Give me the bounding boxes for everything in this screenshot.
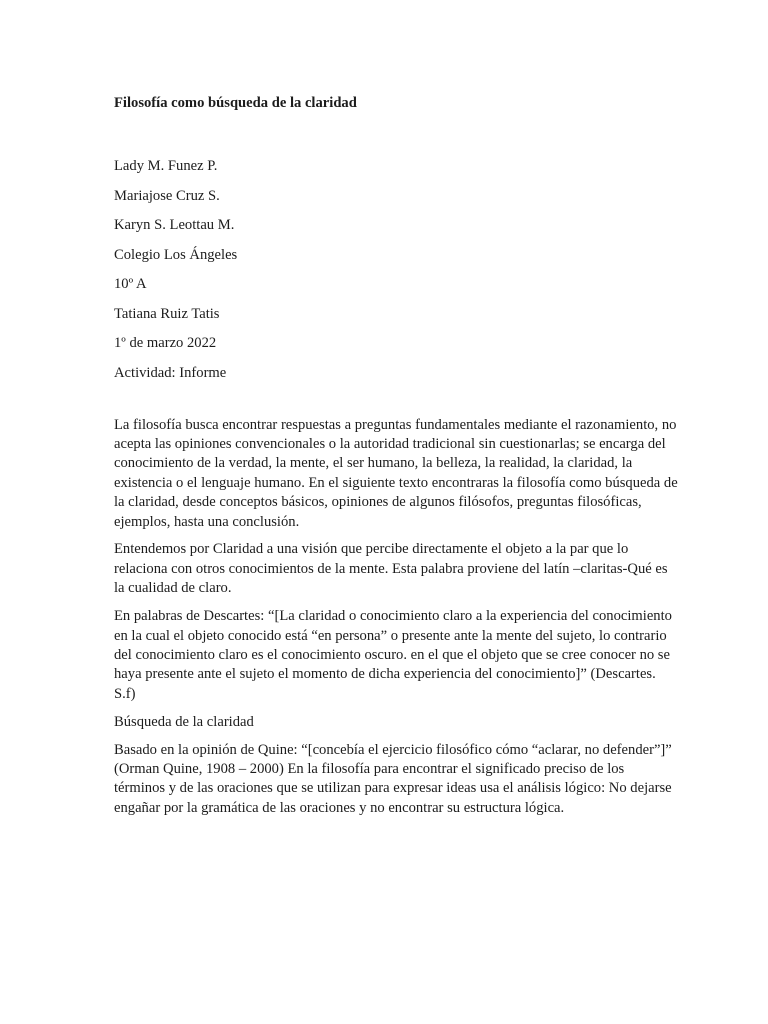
grade-line: 10º A <box>114 276 147 292</box>
author-line: Karyn S. Leottau M. <box>114 217 235 233</box>
author-line: Lady M. Funez P. <box>114 158 218 174</box>
author-line: Mariajose Cruz S. <box>114 187 220 204</box>
section-heading: Búsqueda de la claridad <box>114 713 254 730</box>
quine-paragraph: Basado en la opinión de Quine: “[concebía el ejercicio filosófico cómo “aclarar, no defender”]” (Orman Quine, 1908 – 2000) En la filosofía para encontrar el significado preciso de los términos y de las oraciones que se utilizan para expresar ideas usa el análisis lógico: No dejarse engañar por la gramática de las oraciones y no encontrar su estructura lógica. <box>114 741 672 816</box>
teacher-line: Tatiana Ruiz Tatis <box>114 305 220 322</box>
date-line: 1º de marzo 2022 <box>114 335 217 351</box>
school-line: Colegio Los Ángeles <box>114 246 238 263</box>
document-metadata <box>114 156 678 383</box>
document-title: Filosofía como búsqueda de la claridad <box>114 95 357 111</box>
activity-line: Actividad: Informe <box>114 364 227 381</box>
document-body <box>114 416 678 819</box>
descartes-paragraph: En palabras de Descartes: “[La claridad o conocimiento claro a la experiencia del conocimiento en la cual el objeto conocido está “en persona” o presente ante la mente del sujeto, lo contrario del conocimiento claro es el conocimiento oscuro. en el que el objeto que se cree conocer no se haya presente ante el sujeto el momento de dicha experiencia del conocimiento]” (Descartes. S.f) <box>114 608 672 702</box>
definition-paragraph: Entendemos por Claridad a una visión que percibe directamente el objeto a la par que lo relaciona con otros conocimientos de la mente. Esta palabra proviene del latín –claritas-Qué es la cualidad de claro. <box>114 541 668 597</box>
intro-paragraph: La filosofía busca encontrar respuestas a preguntas fundamentales mediante el razonamiento, no acepta las opiniones convencionales o la autoridad tradicional sin cuestionarlas; se encarga del conocimiento de la verdad, la mente, el ser humano, la belleza, la realidad, la claridad, la existencia o el lenguaje humano. En el siguiente texto encontraras la filosofía como búsqueda de la claridad, desde conceptos básicos, opiniones de algunos filósofos, preguntas filosóficas, ejemplos, hasta una conclusión. <box>114 416 678 530</box>
